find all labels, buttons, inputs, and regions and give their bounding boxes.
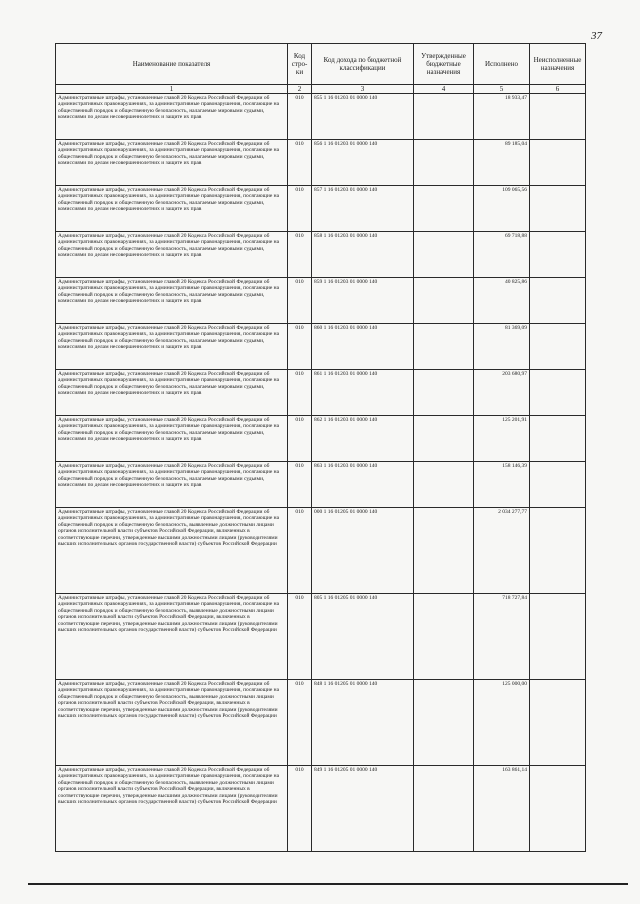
row-indicator-name: Административные штрафы, установленные главой 20 Кодекса Российской Федерации об административных правонарушениях, за административные правонарушения, посягающие на общественный порядок и общественную безопасность, налагаемые мировыми судьями, комиссиями по делам несовершеннолетних и защите их прав [56, 140, 288, 186]
row-executed: 89 185,04 [474, 140, 530, 186]
row-line-code: 010 [288, 594, 312, 680]
row-indicator-name: Административные штрафы, установленные главой 20 Кодекса Российской Федерации об административных правонарушениях, за административные правонарушения, посягающие на общественный порядок и общественную безопасность, налагаемые мировыми судьями, комиссиями по делам несовершеннолетних и защите их прав [56, 462, 288, 508]
column-number: 1 [56, 85, 288, 94]
row-unexecuted [530, 508, 586, 594]
row-line-code: 010 [288, 766, 312, 852]
table-row [56, 766, 586, 852]
row-executed: 718 727,84 [474, 594, 530, 680]
row-line-code: 010 [288, 680, 312, 766]
row-line-code: 010 [288, 278, 312, 324]
column-number-row [56, 85, 586, 94]
row-unexecuted [530, 278, 586, 324]
row-unexecuted [530, 186, 586, 232]
row-unexecuted [530, 140, 586, 186]
header-unexecuted: Неисполненные назначения [530, 44, 586, 85]
page-number: 37 [591, 30, 602, 42]
table-row [56, 680, 586, 766]
row-unexecuted [530, 416, 586, 462]
row-indicator-name: Административные штрафы, установленные главой 20 Кодекса Российской Федерации об административных правонарушениях, за административные правонарушения, посягающие на общественный порядок и общественную безопасность, выявленные должностными лицами органов исполнительной власти субъектов Российской Федерации, включенных в соответствующие перечни, утвержденные высшими должностными лицами (руководителями высших исполнительных органов государственной власти) субъектов Российской Федерации [56, 594, 288, 680]
table-row [56, 508, 586, 594]
row-income-code: 848 1 16 01205 01 0000 140 [312, 680, 414, 766]
column-number: 4 [414, 85, 474, 94]
table-row [56, 278, 586, 324]
row-unexecuted [530, 94, 586, 140]
row-approved [414, 94, 474, 140]
row-indicator-name: Административные штрафы, установленные главой 20 Кодекса Российской Федерации об административных правонарушениях, за административные правонарушения, посягающие на общественный порядок и общественную безопасность, налагаемые мировыми судьями, комиссиями по делам несовершеннолетних и защите их прав [56, 324, 288, 370]
row-executed: 158 146,39 [474, 462, 530, 508]
row-income-code: 863 1 16 01203 01 0000 140 [312, 462, 414, 508]
column-number: 6 [530, 85, 586, 94]
table-row [56, 462, 586, 508]
row-income-code: 856 1 16 01203 01 0000 140 [312, 140, 414, 186]
row-indicator-name: Административные штрафы, установленные главой 20 Кодекса Российской Федерации об административных правонарушениях, за административные правонарушения, посягающие на общественный порядок и общественную безопасность, налагаемые мировыми судьями, комиссиями по делам несовершеннолетних и защите их прав [56, 278, 288, 324]
row-income-code: 858 1 16 01203 01 0000 140 [312, 232, 414, 278]
header-income-code: Код дохода по бюджетной классификации [312, 44, 414, 85]
column-number: 2 [288, 85, 312, 94]
row-indicator-name: Административные штрафы, установленные главой 20 Кодекса Российской Федерации об административных правонарушениях, за административные правонарушения, посягающие на общественный порядок и общественную безопасность, выявленные должностными лицами органов исполнительной власти субъектов Российской Федерации, включенных в соответствующие перечни, утвержденные высшими должностными лицами (руководителями высших исполнительных органов государственной власти) субъектов Российской Федерации [56, 508, 288, 594]
table-header-row [56, 44, 586, 85]
row-executed: 163 861,14 [474, 766, 530, 852]
row-approved [414, 324, 474, 370]
row-unexecuted [530, 370, 586, 416]
row-approved [414, 680, 474, 766]
row-income-code: 859 1 16 01203 01 0000 140 [312, 278, 414, 324]
row-line-code: 010 [288, 140, 312, 186]
table-row [56, 416, 586, 462]
scan-edge-line [28, 883, 628, 885]
row-income-code: 000 1 16 01205 01 0000 140 [312, 508, 414, 594]
row-line-code: 010 [288, 462, 312, 508]
row-income-code: 855 1 16 01203 01 0000 140 [312, 94, 414, 140]
row-indicator-name: Административные штрафы, установленные главой 20 Кодекса Российской Федерации об административных правонарушениях, за административные правонарушения, посягающие на общественный порядок и общественную безопасность, налагаемые мировыми судьями, комиссиями по делам несовершеннолетних и защите их прав [56, 416, 288, 462]
row-approved [414, 186, 474, 232]
row-unexecuted [530, 324, 586, 370]
row-line-code: 010 [288, 186, 312, 232]
table-row [56, 94, 586, 140]
row-approved [414, 278, 474, 324]
column-number: 5 [474, 85, 530, 94]
row-line-code: 010 [288, 416, 312, 462]
row-unexecuted [530, 766, 586, 852]
row-indicator-name: Административные штрафы, установленные главой 20 Кодекса Российской Федерации об административных правонарушениях, за административные правонарушения, посягающие на общественный порядок и общественную безопасность, налагаемые мировыми судьями, комиссиями по делам несовершеннолетних и защите их прав [56, 370, 288, 416]
row-income-code: 860 1 16 01203 01 0000 140 [312, 324, 414, 370]
table-row [56, 232, 586, 278]
row-income-code: 862 1 16 01203 01 0000 140 [312, 416, 414, 462]
row-unexecuted [530, 680, 586, 766]
row-executed: 203 680,97 [474, 370, 530, 416]
row-unexecuted [530, 594, 586, 680]
table-row [56, 594, 586, 680]
row-unexecuted [530, 232, 586, 278]
row-line-code: 010 [288, 508, 312, 594]
row-executed: 18 933,47 [474, 94, 530, 140]
row-approved [414, 594, 474, 680]
row-executed: 40 825,86 [474, 278, 530, 324]
table-row [56, 186, 586, 232]
row-income-code: 849 1 16 01205 01 0000 140 [312, 766, 414, 852]
header-line-code: Код стро-ки [288, 44, 312, 85]
row-approved [414, 462, 474, 508]
header-indicator-name: Наименование показателя [56, 44, 288, 85]
table-row [56, 370, 586, 416]
row-unexecuted [530, 462, 586, 508]
row-indicator-name: Административные штрафы, установленные главой 20 Кодекса Российской Федерации об административных правонарушениях, за административные правонарушения, посягающие на общественный порядок и общественную безопасность, выявленные должностными лицами органов исполнительной власти субъектов Российской Федерации, включенных в соответствующие перечни, утвержденные высшими должностными лицами (руководителями высших исполнительных органов государственной власти) субъектов Российской Федерации [56, 680, 288, 766]
row-executed: 125 000,00 [474, 680, 530, 766]
row-executed: 125 201,91 [474, 416, 530, 462]
table-row [56, 140, 586, 186]
row-approved [414, 766, 474, 852]
row-executed: 69 718,88 [474, 232, 530, 278]
row-line-code: 010 [288, 324, 312, 370]
row-income-code: 861 1 16 01203 01 0000 140 [312, 370, 414, 416]
column-number: 3 [312, 85, 414, 94]
header-approved: Утвержденные бюджетные назначения [414, 44, 474, 85]
header-executed: Исполнено [474, 44, 530, 85]
row-line-code: 010 [288, 94, 312, 140]
row-income-code: 805 1 16 01205 01 0000 140 [312, 594, 414, 680]
row-line-code: 010 [288, 232, 312, 278]
row-executed: 2 034 277,77 [474, 508, 530, 594]
row-indicator-name: Административные штрафы, установленные главой 20 Кодекса Российской Федерации об административных правонарушениях, за административные правонарушения, посягающие на общественный порядок и общественную безопасность, налагаемые мировыми судьями, комиссиями по делам несовершеннолетних и защите их прав [56, 94, 288, 140]
row-line-code: 010 [288, 370, 312, 416]
row-executed: 81 369,09 [474, 324, 530, 370]
row-indicator-name: Административные штрафы, установленные главой 20 Кодекса Российской Федерации об административных правонарушениях, за административные правонарушения, посягающие на общественный порядок и общественную безопасность, налагаемые мировыми судьями, комиссиями по делам несовершеннолетних и защите их прав [56, 186, 288, 232]
row-income-code: 857 1 16 01203 01 0000 140 [312, 186, 414, 232]
table-row [56, 324, 586, 370]
row-approved [414, 416, 474, 462]
row-approved [414, 140, 474, 186]
row-executed: 109 065,56 [474, 186, 530, 232]
row-approved [414, 370, 474, 416]
row-indicator-name: Административные штрафы, установленные главой 20 Кодекса Российской Федерации об административных правонарушениях, за административные правонарушения, посягающие на общественный порядок и общественную безопасность, налагаемые мировыми судьями, комиссиями по делам несовершеннолетних и защите их прав [56, 232, 288, 278]
budget-execution-table [55, 43, 586, 852]
row-approved [414, 508, 474, 594]
row-indicator-name: Административные штрафы, установленные главой 20 Кодекса Российской Федерации об административных правонарушениях, за административные правонарушения, посягающие на общественный порядок и общественную безопасность, выявленные должностными лицами органов исполнительной власти субъектов Российской Федерации, включенных в соответствующие перечни, утвержденные высшими должностными лицами (руководителями высших исполнительных органов государственной власти) субъектов Российской Федерации [56, 766, 288, 852]
row-approved [414, 232, 474, 278]
